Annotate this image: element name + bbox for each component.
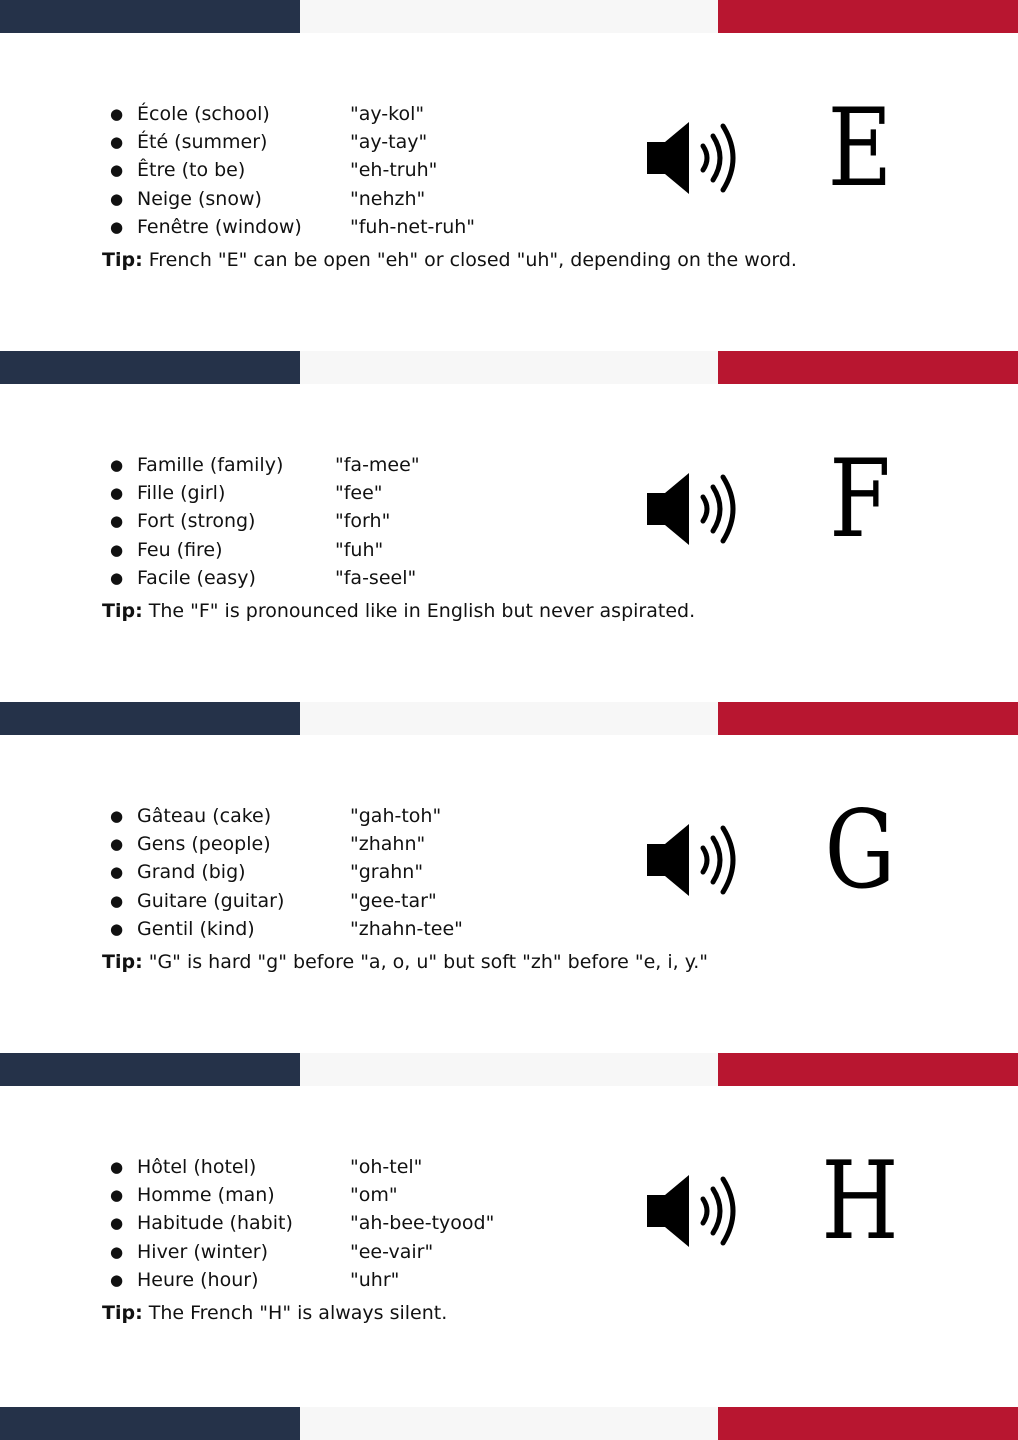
list-item — [110, 451, 420, 479]
word-list — [110, 802, 463, 943]
pronunciation: "fa-seel" — [335, 566, 417, 589]
pronunciation: "zhahn-tee" — [350, 917, 463, 940]
pronunciation: "ee-vair" — [350, 1240, 434, 1263]
french-word: Gentil (kind) — [137, 917, 255, 940]
bullet: ● — [110, 1242, 124, 1261]
bullet: ● — [110, 105, 124, 123]
list-item — [110, 536, 384, 564]
bullet: ● — [110, 540, 124, 559]
bullet: ● — [110, 1270, 124, 1289]
pronunciation: "ay-kol" — [350, 103, 425, 125]
french-word: Fenêtre (window) — [137, 215, 302, 238]
bullet: ● — [110, 133, 124, 152]
french-word: Gâteau (cake) — [137, 805, 272, 827]
flag-stripe-white — [300, 351, 718, 384]
tip — [102, 948, 708, 976]
bullet: ● — [110, 807, 124, 825]
tip-label: Tip: — [102, 951, 143, 973]
pronunciation: "gah-toh" — [350, 805, 442, 827]
flag-stripe-white — [300, 0, 718, 33]
french-word: Famille (family) — [137, 454, 284, 476]
list-item — [110, 1266, 400, 1294]
letter-glyph: H — [821, 1139, 899, 1264]
french-word: Homme (man) — [137, 1184, 275, 1207]
tip-text: "G" is hard "g" before "a, o, u" but soft "zh" before "e, i, y." — [142, 951, 709, 973]
list-item — [110, 1153, 423, 1181]
tip-text: The "F" is pronounced like in English but never aspirated. — [142, 600, 696, 622]
list-item — [110, 185, 426, 213]
tip-label: Tip: — [102, 600, 143, 622]
tip-label: Tip: — [102, 249, 143, 271]
list-item — [110, 802, 442, 830]
pronunciation: "fee" — [335, 482, 383, 505]
bullet: ● — [110, 863, 124, 882]
flag-bar-top — [0, 0, 1018, 33]
pronunciation: "fuh-net-ruh" — [350, 215, 476, 238]
letter-section-h — [0, 1139, 1018, 1373]
flag-bar-bottom — [0, 1407, 1018, 1440]
french-word: École (school) — [137, 103, 270, 125]
pronunciation: "zhahn" — [350, 833, 426, 856]
list-item — [110, 1209, 495, 1237]
pronunciation: "ah-bee-tyood" — [350, 1212, 495, 1235]
french-word: Feu (fire) — [137, 538, 223, 561]
bullet: ● — [110, 1214, 124, 1233]
french-word: Hôtel (hotel) — [137, 1156, 257, 1178]
bullet: ● — [110, 891, 124, 910]
list-item — [110, 128, 428, 156]
flag-stripe-navy — [0, 0, 300, 33]
bullet: ● — [110, 568, 124, 587]
speaker-volume-icon[interactable] — [645, 822, 741, 898]
list-item — [110, 479, 383, 507]
flag-stripe-red — [718, 1407, 1018, 1440]
list-item — [110, 100, 425, 128]
french-word: Fort (strong) — [137, 510, 256, 533]
bullet: ● — [110, 1186, 124, 1205]
word-list — [110, 1153, 495, 1294]
list-item — [110, 156, 438, 184]
tip — [102, 597, 695, 625]
bullet: ● — [110, 161, 124, 180]
pronunciation: "gee-tar" — [350, 889, 437, 912]
bullet: ● — [110, 484, 124, 503]
flag-stripe-navy — [0, 1053, 300, 1086]
flag-bar-divider — [0, 702, 1018, 735]
bullet: ● — [110, 189, 124, 208]
pronunciation: "fa-mee" — [335, 454, 420, 476]
word-list — [110, 100, 476, 241]
french-word: Fille (girl) — [137, 482, 226, 505]
french-word: Gens (people) — [137, 833, 271, 856]
word-list — [110, 451, 420, 592]
flag-stripe-navy — [0, 351, 300, 384]
list-item — [110, 887, 437, 915]
tip-text: French "E" can be open "eh" or closed "uh", depending on the word. — [142, 249, 797, 271]
speaker-volume-icon[interactable] — [645, 1173, 741, 1249]
flag-stripe-white — [300, 702, 718, 735]
letter-glyph: F — [829, 437, 891, 562]
french-word: Heure (hour) — [137, 1268, 259, 1291]
flag-stripe-navy — [0, 702, 300, 735]
pronunciation: "eh-truh" — [350, 159, 438, 182]
list-item — [110, 1238, 434, 1266]
letter-glyph: E — [827, 86, 893, 211]
pronunciation: "ay-tay" — [350, 131, 428, 154]
flag-stripe-white — [300, 1407, 718, 1440]
pronunciation: "uhr" — [350, 1268, 400, 1291]
french-word: Habitude (habit) — [137, 1212, 293, 1235]
bullet: ● — [110, 1158, 124, 1176]
flag-bar-divider — [0, 1053, 1018, 1086]
list-item — [110, 1181, 398, 1209]
flag-stripe-navy — [0, 1407, 300, 1440]
flag-stripe-red — [718, 351, 1018, 384]
flag-stripe-red — [718, 0, 1018, 33]
speaker-volume-icon[interactable] — [645, 471, 741, 547]
french-word: Facile (easy) — [137, 566, 256, 589]
pronunciation: "oh-tel" — [350, 1156, 423, 1178]
pronunciation: "om" — [350, 1184, 398, 1207]
pronunciation: "fuh" — [335, 538, 384, 561]
bullet: ● — [110, 835, 124, 854]
tip-text: The French "H" is always silent. — [142, 1302, 448, 1324]
list-item — [110, 830, 426, 858]
pronunciation: "grahn" — [350, 861, 424, 884]
list-item — [110, 858, 424, 886]
bullet: ● — [110, 456, 124, 474]
flag-stripe-white — [300, 1053, 718, 1086]
list-item — [110, 507, 391, 535]
french-word: Neige (snow) — [137, 187, 262, 210]
bullet: ● — [110, 217, 124, 236]
flag-bar-divider — [0, 351, 1018, 384]
list-item — [110, 213, 476, 241]
french-word: Être (to be) — [137, 159, 246, 182]
list-item — [110, 915, 463, 943]
french-word: Grand (big) — [137, 861, 246, 884]
french-word: Hiver (winter) — [137, 1240, 268, 1263]
flag-stripe-red — [718, 1053, 1018, 1086]
french-word: Guitare (guitar) — [137, 889, 285, 912]
french-word: Été (summer) — [137, 131, 268, 154]
flag-stripe-red — [718, 702, 1018, 735]
speaker-volume-icon[interactable] — [645, 120, 741, 196]
tip-label: Tip: — [102, 1302, 143, 1324]
tip — [102, 246, 797, 274]
pronunciation: "forh" — [335, 510, 391, 533]
tip — [102, 1299, 447, 1327]
pronunciation: "nehzh" — [350, 187, 426, 210]
list-item — [110, 564, 417, 592]
bullet: ● — [110, 512, 124, 531]
bullet: ● — [110, 919, 124, 938]
letter-section-g — [0, 788, 1018, 1022]
letter-section-e — [0, 86, 1018, 320]
letter-glyph: G — [824, 788, 896, 913]
letter-section-f — [0, 437, 1018, 671]
